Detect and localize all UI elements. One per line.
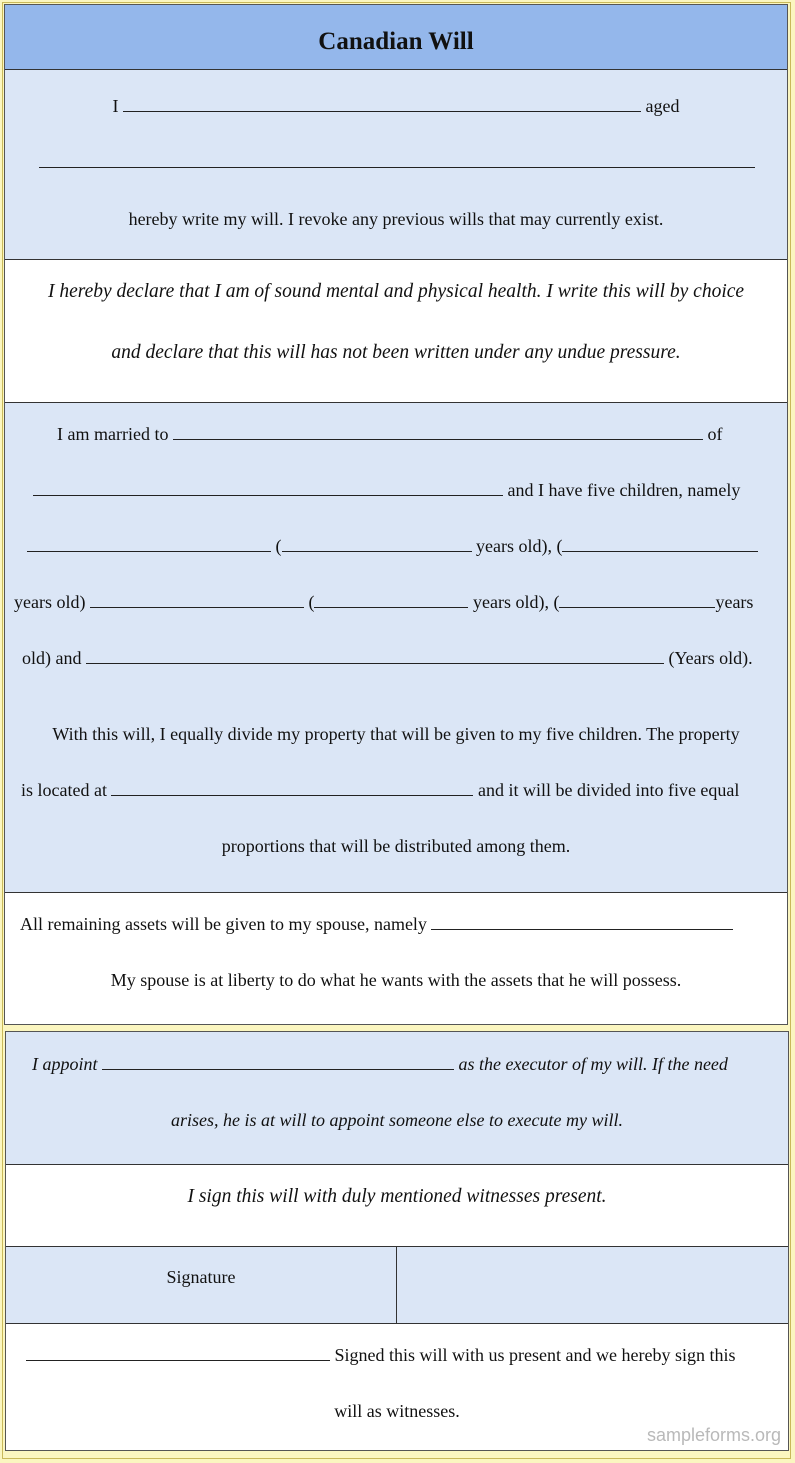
located-at-label: is located at bbox=[21, 780, 107, 800]
witness-sign-line-2: will as witnesses. bbox=[334, 1401, 460, 1421]
intro-prefix: I bbox=[112, 96, 119, 116]
signature-row bbox=[6, 1246, 788, 1323]
will-form-signature bbox=[5, 1031, 789, 1451]
witness-statement: I sign this will with duly mentioned witnesses present. bbox=[187, 1186, 607, 1207]
years-old-end-label: (Years old). bbox=[668, 648, 753, 668]
married-to-label: I am married to bbox=[57, 424, 169, 444]
executor-name-field[interactable] bbox=[102, 1053, 454, 1070]
spouse-name-field-2[interactable] bbox=[431, 913, 733, 930]
years-old-label-2: years old) bbox=[14, 592, 86, 612]
five-children-label: and I have five children, namely bbox=[507, 480, 741, 500]
child-2-name-field[interactable] bbox=[562, 535, 758, 552]
declaration-section bbox=[5, 259, 787, 402]
child-3-name-field[interactable] bbox=[90, 591, 304, 608]
paren-open-2: ( bbox=[308, 592, 315, 612]
child-1-name-field[interactable] bbox=[27, 535, 271, 552]
signature-label: Signature bbox=[166, 1267, 236, 1287]
years-old-label-1: years old), ( bbox=[476, 536, 563, 556]
paren-open: ( bbox=[275, 536, 282, 556]
i-appoint-label: I appoint bbox=[32, 1054, 98, 1074]
declaration-line-2: and declare that this will has not been written under any undue pressure. bbox=[111, 342, 681, 363]
witness-sign-line-1: Signed this will with us present and we hereby sign this bbox=[334, 1345, 736, 1365]
remaining-assets-label: All remaining assets will be given to my spouse, namely bbox=[20, 914, 427, 934]
child-5-name-field[interactable] bbox=[86, 647, 664, 664]
watermark: sampleforms.org bbox=[646, 1425, 781, 1445]
signature-field[interactable] bbox=[398, 1247, 788, 1323]
child-1-age-field[interactable] bbox=[282, 535, 472, 552]
child-3-age-field[interactable] bbox=[314, 591, 468, 608]
witness-signature-field[interactable] bbox=[26, 1344, 330, 1361]
of-label: of bbox=[707, 424, 723, 444]
executor-section bbox=[6, 1032, 788, 1164]
spouse-liberty-statement: My spouse is at liberty to do what he wants with the assets that he will possess. bbox=[110, 970, 682, 990]
revoke-statement: hereby write my will. I revoke any previous wills that may currently exist. bbox=[128, 209, 664, 229]
as-executor-label: as the executor of my will. If the need bbox=[458, 1054, 728, 1074]
address-field[interactable] bbox=[39, 151, 755, 168]
witness-statement-section bbox=[6, 1164, 788, 1246]
title-header bbox=[5, 5, 787, 69]
aged-label: aged bbox=[645, 96, 680, 116]
proportions-statement: proportions that will be distributed among them. bbox=[221, 836, 571, 856]
old-and-label: old) and bbox=[22, 648, 82, 668]
spouse-location-field[interactable] bbox=[33, 479, 503, 496]
executor-line-2: arises, he is at will to appoint someone else to execute my will. bbox=[171, 1110, 623, 1130]
child-4-name-field[interactable] bbox=[559, 591, 715, 608]
property-location-field[interactable] bbox=[111, 779, 473, 796]
property-division-statement: With this will, I equally divide my property that will be given to my five children. The property bbox=[52, 724, 740, 744]
family-section bbox=[5, 402, 787, 892]
name-field[interactable] bbox=[123, 95, 641, 112]
will-form-main bbox=[4, 4, 788, 1025]
declaration-line-1: I hereby declare that I am of sound mental and physical health. I write this will by choice bbox=[47, 281, 745, 302]
divided-into-label: and it will be divided into five equal bbox=[477, 780, 740, 800]
signature-divider bbox=[396, 1247, 397, 1323]
spouse-section bbox=[5, 892, 787, 1024]
page-title: Canadian Will bbox=[318, 28, 474, 55]
years-label: years bbox=[715, 592, 754, 612]
years-old-label-3: years old), ( bbox=[472, 592, 560, 612]
intro-section bbox=[5, 69, 787, 259]
spouse-name-field[interactable] bbox=[173, 423, 703, 440]
